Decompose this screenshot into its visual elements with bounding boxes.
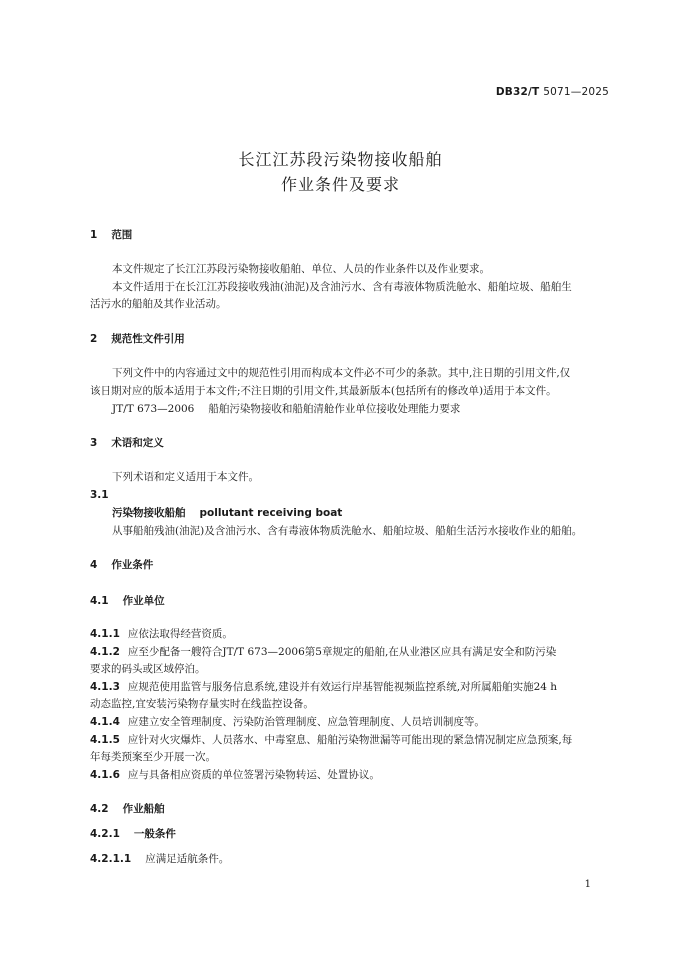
clause-text: 应依法取得经营资质。 bbox=[127, 628, 233, 640]
clause-number: 4.1.5 bbox=[90, 734, 120, 746]
paragraph-continuation: 该日期对应的版本适用于本文件;不注日期的引用文件,其最新版本(包括所有的修改单)适用于本文件。 bbox=[90, 385, 557, 397]
clause-4-1-5 bbox=[90, 733, 572, 747]
standard-code: DB32/T bbox=[495, 86, 540, 98]
section-4-heading bbox=[90, 558, 153, 572]
clause-text: 应至少配备一艘符合JT/T 673—2006第5章规定的船舶,在从业港区应具有满足安全和防污染 bbox=[127, 646, 557, 658]
term-number: 3.1 bbox=[90, 489, 109, 501]
paragraph: 本文件适用于在长江江苏段接收残油(油泥)及含油污水、含有毒液体物质洗舱水、船舶垃圾、船舶生 bbox=[112, 281, 572, 293]
clause-text: 应针对火灾爆炸、人员落水、中毒窒息、船舶污染物泄漏等可能出现的紧急情况制定应急预案,每 bbox=[127, 734, 573, 746]
section-number: 4 bbox=[90, 559, 98, 571]
section-title: 范围 bbox=[111, 229, 133, 241]
clause-number: 4.1.3 bbox=[90, 681, 120, 693]
reference-code: JT/T 673—2006 bbox=[112, 403, 195, 415]
subsection-4-2-heading bbox=[90, 802, 165, 816]
clause-continuation: 动态监控,宜安装污染物存量实时在线监控设备。 bbox=[90, 698, 314, 710]
section-1-heading bbox=[90, 228, 132, 242]
paragraph-continuation: 活污水的船舶及其作业活动。 bbox=[90, 298, 227, 310]
section-3-heading bbox=[90, 436, 164, 450]
clause-4-1-6 bbox=[90, 768, 380, 782]
section-title: 规范性文件引用 bbox=[111, 333, 185, 345]
section-number: 3 bbox=[90, 437, 98, 449]
subsection-title: 作业单位 bbox=[122, 595, 165, 607]
subsection-number: 4.1 bbox=[90, 595, 109, 607]
clause-number: 4.1.2 bbox=[90, 646, 120, 658]
clause-number: 4.1.1 bbox=[90, 628, 120, 640]
clause-number: 4.1.4 bbox=[90, 716, 120, 728]
subsection-title: 作业船舶 bbox=[122, 803, 165, 815]
clause-4-2-1-1 bbox=[90, 852, 229, 866]
standard-year: 5071—2025 bbox=[543, 86, 609, 98]
paragraph: 下列术语和定义适用于本文件。 bbox=[112, 471, 259, 483]
normative-reference bbox=[112, 402, 460, 416]
subsection-number: 4.2.1 bbox=[90, 828, 120, 840]
section-number: 2 bbox=[90, 333, 98, 345]
reference-title: 船舶污染物接收和船舶清舱作业单位接收处理能力要求 bbox=[208, 403, 461, 415]
page-number: 1 bbox=[584, 879, 591, 890]
clause-4-1-3 bbox=[90, 680, 557, 694]
clause-4-1-4 bbox=[90, 715, 485, 729]
clause-4-1-2 bbox=[90, 645, 556, 659]
clause-number: 4.1.6 bbox=[90, 769, 120, 781]
term-chinese: 污染物接收船舶 bbox=[112, 507, 186, 519]
clause-text: 应规范使用监管与服务信息系统,建设并有效运行岸基智能视频监控系统,对所属船舶实施24 h bbox=[127, 681, 558, 693]
section-title: 作业条件 bbox=[111, 559, 154, 571]
clause-text: 应满足适航条件。 bbox=[145, 853, 230, 865]
section-2-heading bbox=[90, 332, 185, 346]
clause-number: 4.2.1.1 bbox=[90, 853, 132, 865]
term-english: pollutant receiving boat bbox=[199, 507, 343, 519]
document-title-line1: 长江江苏段污染物接收船舶 bbox=[238, 150, 443, 169]
section-title: 术语和定义 bbox=[111, 437, 164, 449]
subsection-4-2-1-heading bbox=[90, 827, 176, 841]
subsection-4-1-heading bbox=[90, 594, 165, 608]
standard-number bbox=[496, 86, 609, 98]
section-number: 1 bbox=[90, 229, 98, 241]
paragraph: 本文件规定了长江江苏段污染物接收船舶、单位、人员的作业条件以及作业要求。 bbox=[112, 263, 490, 275]
document-title-line2: 作业条件及要求 bbox=[280, 175, 400, 194]
clause-continuation: 要求的码头或区域停泊。 bbox=[90, 663, 206, 675]
clause-text: 应与具备相应资质的单位签署污染物转运、处置协议。 bbox=[127, 769, 380, 781]
term-definition: 从事船舶残油(油泥)及含油污水、含有毒液体物质洗舱水、船舶垃圾、船舶生活污水接收作业的船舶。 bbox=[112, 525, 583, 537]
paragraph: 下列文件中的内容通过文中的规范性引用而构成本文件必不可少的条款。其中,注日期的引用文件,仅 bbox=[112, 367, 571, 379]
clause-text: 应建立安全管理制度、污染防治管理制度、应急管理制度、人员培训制度等。 bbox=[127, 716, 485, 728]
term-entry bbox=[112, 506, 342, 520]
clause-4-1-1 bbox=[90, 627, 233, 641]
subsection-title: 一般条件 bbox=[133, 828, 176, 840]
clause-continuation: 年每类预案至少开展一次。 bbox=[90, 751, 216, 763]
subsection-number: 4.2 bbox=[90, 803, 109, 815]
